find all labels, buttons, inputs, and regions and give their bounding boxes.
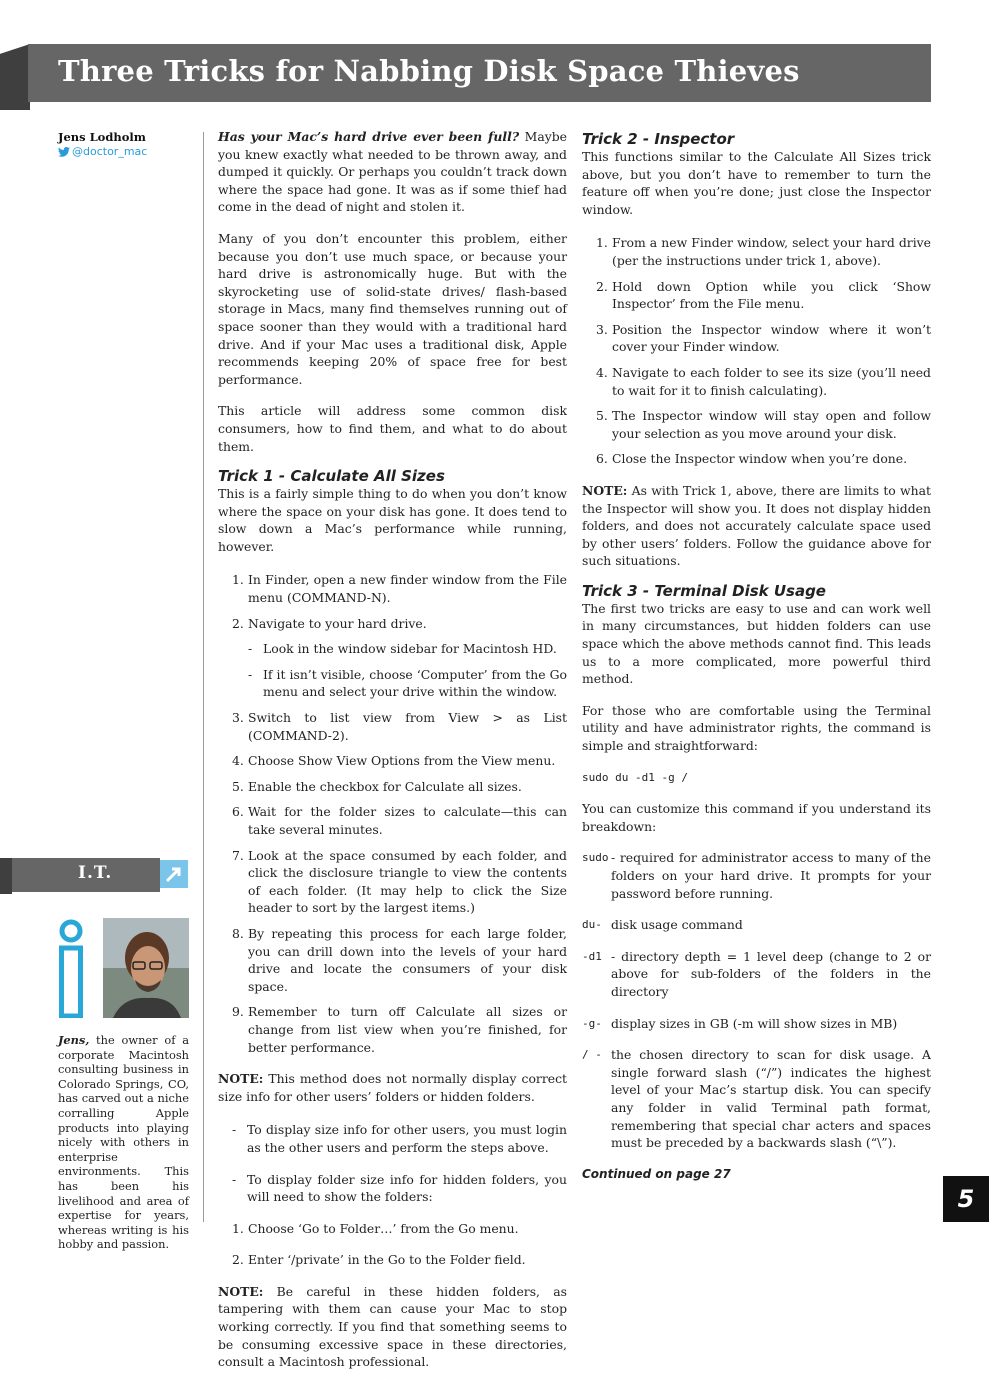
list-item: - To display folder size info for hidden folders, you will need to show the folders: [232,1171,567,1205]
list-item: 5. Enable the checkbox for Calculate all sizes. [232,778,522,794]
list-item: - If it isn’t visible, choose ‘Computer’ from the Go menu and select your drive within the window. [248,666,567,700]
author-bio [58,1033,189,1252]
list-item: 7. Look at the space consumed by each folder, and click the disclosure triangle to view the contents of each folder. (It may help to click the Size header to sort by the largest items.) [232,847,567,916]
twitter-bird-icon [58,147,70,157]
author-photo [103,918,189,1018]
trick3-paragraph-1: The first two tricks are easy to use and can work well in many circumstances, but hidden folders can use space which the above methods cannot find. This leads us to a more complicated, more powerful third method. [582,600,931,687]
list-item: 9. Remember to turn off Calculate all sizes or change from list view when you’re finished, for better performance. [232,1004,567,1055]
list-item: 2. Navigate to your hard drive. [232,615,427,631]
definition-d1: -d1 - directory depth = 1 level deep (change to 2 or above for sub-folders of the folders in the directory [582,948,931,999]
column-middle [218,128,567,1385]
list-item: 6. Close the Inspector window when you’re done. [596,451,908,467]
column-right [582,130,931,1197]
trick1-steps [218,571,567,1056]
trick2-paragraph: This functions similar to the Calculate All Sizes trick above, but you don’t have to remember to turn the feature off when you’re done; just close the Inspector window. [582,149,931,217]
list-item: 5. The Inspector window will stay open and follow your selection as you move around your disk. [596,408,931,441]
trick2-note: NOTE: As with Trick 1, above, there are limits to what the Inspector will show you. It does not display hidden folders, and does not accurately calculate space used by other users’ folders. Follow the guidance above for such situations. [582,482,931,569]
list-item: 6. Wait for the folder sizes to calculate—this can take several minutes. [232,804,567,837]
author-handle[interactable] [58,145,147,158]
info-i-icon [58,918,84,1018]
column-divider [203,132,204,1222]
section-bar-tab [0,858,12,894]
trick1-paragraph: This is a fairly simple thing to do when you don’t know where the space on your disk has gone. It does tend to slow down a Mac’s performance while running, however. [218,486,567,554]
intro-text: Maybe you knew exactly what needed to be thrown away, and dumped it quickly. Or perhaps you couldn’t track down where the space had gone. It was as if some thief had come in the dead of night and stolen it. [218,129,567,215]
list-item: 2. Hold down Option while you click ‘Show Inspector’ from the File menu. [596,278,931,312]
list-item: 8. By repeating this process for each large folder, you can drill down into the levels of your hard drive and locate the consumers of your disk space. [232,925,567,994]
title-banner [28,44,931,102]
list-item: - To display size info for other users, you must login as the other users and perform the steps above. [232,1122,567,1155]
trick3-paragraph-3: You can customize this command if you understand its breakdown: [582,801,931,834]
trick2-heading: Trick 2 - Inspector [582,130,735,148]
bio-text: the owner of a corporate Macintosh consulting business in Colorado Springs, CO, has carved out a niche corralling Apple products into playing nicely with others in enterprise environments. This has been his livelihood and area of expertise for years, whereas writing is his hobby and passion. [58,1033,189,1252]
list-item: 4. Navigate to each folder to see its size (you’ll need to wait for it to finish calculating). [596,364,931,398]
list-item: 3. Switch to list view from View > as List (COMMAND-2). [232,710,567,743]
trick1-heading: Trick 1 - Calculate All Sizes [218,467,445,486]
list-item: 4. Choose Show View Options from the View menu. [232,753,556,769]
definition-sudo: sudo - required for administrator access to many of the folders on your hard drive. It prompts for your password before running. [582,850,931,901]
list-item: 2. Enter ‘/private’ in the Go to the Folder field. [232,1252,526,1268]
list-item: 3. Position the Inspector window where it won’t cover your Finder window. [596,321,931,355]
trick1-note: NOTE: This method does not normally display correct size info for other users’ folders or hidden folders. [218,1071,567,1104]
intro-paragraph-3: This article will address some common disk consumers, how to find them, and what to do about them. [218,403,567,454]
list-item: 1. In Finder, open a new finder window from the File menu (COMMAND-N). [232,572,567,606]
page-title: Three Tricks for Nabbing Disk Space Thieves [58,54,800,88]
definition-g: -g- display sizes in GB (-m will show sizes in MB) [582,1015,898,1031]
section-label: I.T. [78,863,113,883]
expand-arrow-icon[interactable] [160,860,188,888]
trick3-heading: Trick 3 - Terminal Disk Usage [582,581,826,600]
bio-name: Jens, [58,1033,90,1047]
list-item: 1. From a new Finder window, select your hard drive (per the instructions under trick 1, above). [596,235,931,268]
intro-paragraph-1 [218,128,567,216]
page-number: 5 [943,1176,989,1222]
terminal-command: sudo du -d1 -g / [582,770,688,784]
intro-lead: Has your Mac’s hard drive ever been full? [218,129,520,144]
definition-du: du- disk usage command [582,917,743,933]
author-handle-text: @doctor_mac [72,145,148,158]
intro-paragraph-2: Many of you don’t encounter this problem, either because you don’t use much space, or because your hard drive is astronomically huge. But with the skyrocketing use of solid-state drives/ flash-based storage in Macs, many find themselves running out of space sooner than they would with a traditional hard drive. And if your Mac uses a traditional disk, Apple recommends keeping 20% of space free for best performance. [218,230,567,387]
arrow-icon [160,860,188,888]
trick3-paragraph-2: For those who are comfortable using the Terminal utility and have administrator rights, the command is simple and straightforward: [582,702,931,754]
definition-slash: / - the chosen directory to scan for disk usage. A single forward slash (“/”) indicates the highest level of your Mac’s startup disk. You can specify any folder in valid Terminal path format, remembering that special char acters and spaces must be preceded by a backwards slash (“\”). [582,1047,931,1151]
banner-tab [0,44,30,110]
continued-note: Continued on page 27 [582,1166,731,1181]
author-name: Jens Lodholm [58,130,146,144]
list-item: - Look in the window sidebar for Macintosh HD. [248,641,557,657]
trick1-note-2: NOTE: Be careful in these hidden folders, as tampering with them can cause your Mac to stop working correctly. If you find that something seems to be consuming excessive space in these directories, consult a Macintosh professional. [218,1283,567,1370]
avatar [103,918,189,1018]
list-item: 1. Choose ‘Go to Folder…’ from the Go menu. [232,1220,519,1236]
